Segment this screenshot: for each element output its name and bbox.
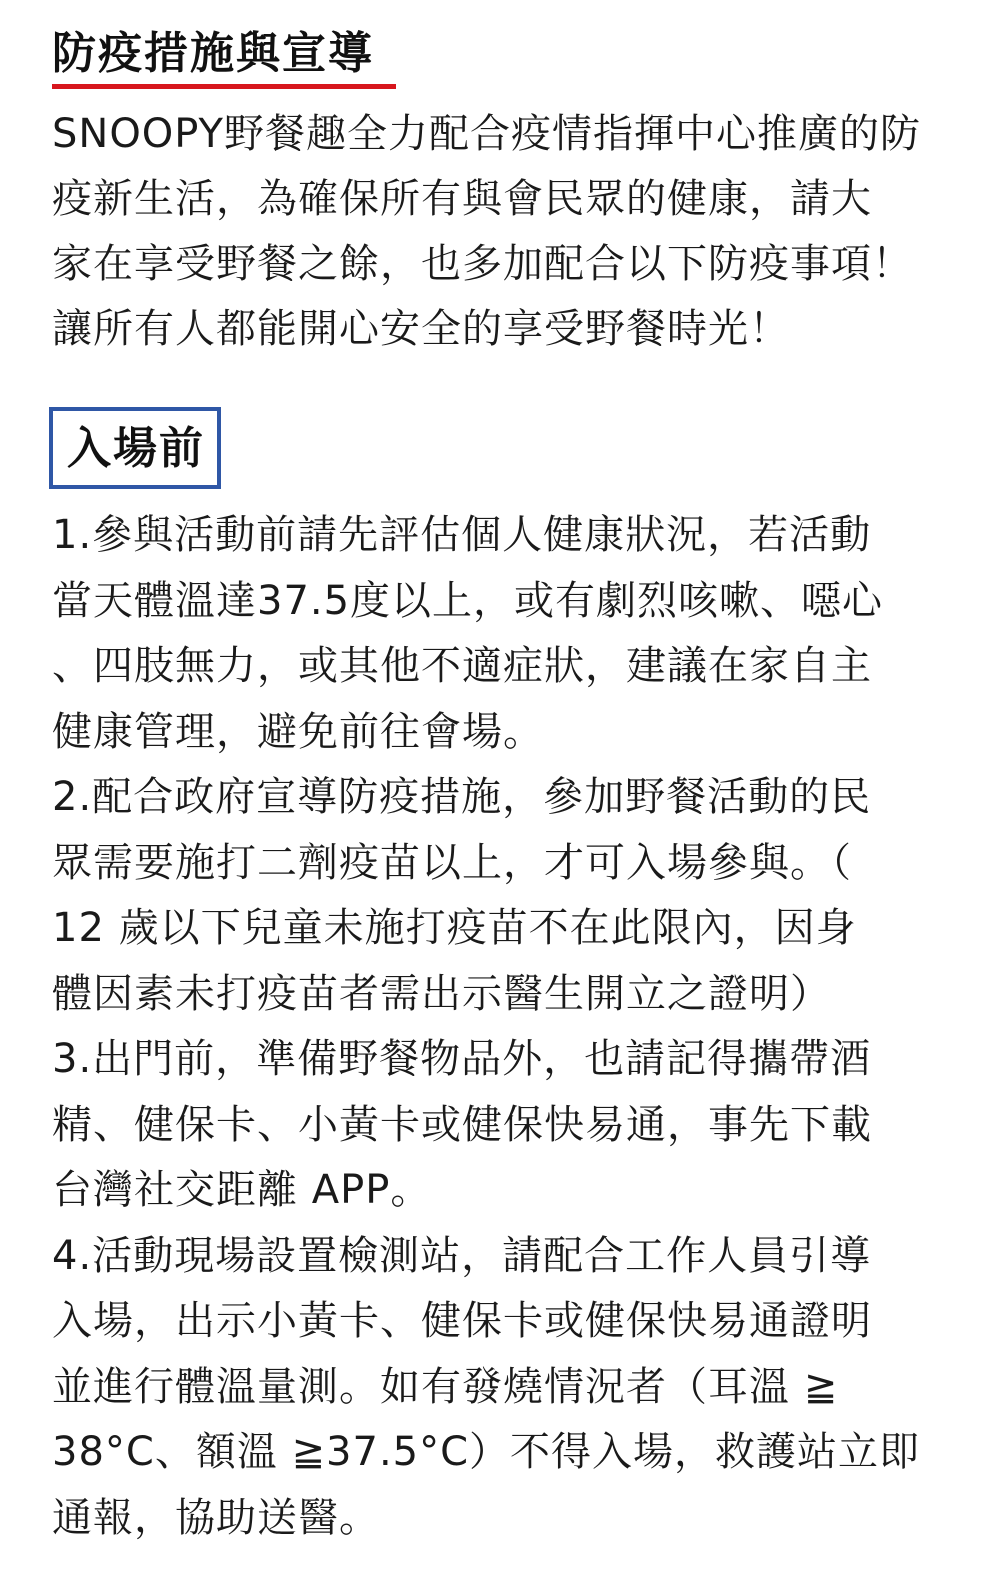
list-item-line: 1.參與活動前請先評估個人健康狀況，若活動 [52,512,872,558]
page-title: 防疫措施與宣導 [52,28,374,79]
list-item-line: 4.活動現場設置檢測站，請配合工作人員引導 [52,1232,872,1279]
intro-line: 家在享受野餐之餘，也多加配合以下防疫事項！ [52,241,913,287]
list-item-line: 38°C、額溫 ≧37.5°C）不得入場，救護站立即 [52,1429,921,1475]
list-item [52,503,944,765]
list-item-line: 12 歲以下兒童未施打疫苗不在此限內，因身 [52,905,857,951]
list-item [52,1027,944,1224]
list-item-line: 體因素未打疫苗者需出示醫生開立之證明） [52,970,831,1017]
list-item-line: 2.配合政府宣導防疫措施，參加野餐活動的民 [52,774,872,820]
measure-list [52,503,944,1551]
list-item-line: 3.出門前，準備野餐物品外，也請記得攜帶酒 [52,1036,872,1082]
list-item-line: 精、健保卡、小黃卡或健保快易通，事先下載 [52,1101,872,1148]
section-title: 入場前 [67,423,205,474]
list-item-line: 並進行體溫量測。如有發燒情況者（耳溫 ≧ [52,1363,839,1410]
list-item-line: 、四肢無力，或其他不適症狀，建議在家自主 [52,643,872,689]
intro-line: 疫新生活，為確保所有與會民眾的健康，請大 [52,176,872,222]
title-underline [52,84,396,89]
list-item-line: 當天體溫達37.5度以上，或有劇烈咳嗽、噁心 [52,577,884,624]
list-item-line: 眾需要施打二劑疫苗以上，才可入場參與。（ [52,839,852,886]
intro-line: SNOOPY野餐趣全力配合疫情指揮中心推廣的防 [52,111,921,157]
list-item [52,765,944,1027]
list-item-line: 台灣社交距離 APP。 [52,1167,432,1213]
intro-line: 讓所有人都能開心安全的享受野餐時光！ [52,306,790,352]
list-item [52,1224,944,1552]
section-heading-box [49,407,221,489]
list-item-line: 健康管理，避免前往會場。 [52,708,544,755]
list-item-line: 通報，協助送醫。 [52,1494,380,1541]
list-item-line: 入場，出示小黃卡、健保卡或健保快易通證明 [52,1298,872,1344]
intro-paragraph [52,102,944,362]
page-heading [52,24,374,90]
